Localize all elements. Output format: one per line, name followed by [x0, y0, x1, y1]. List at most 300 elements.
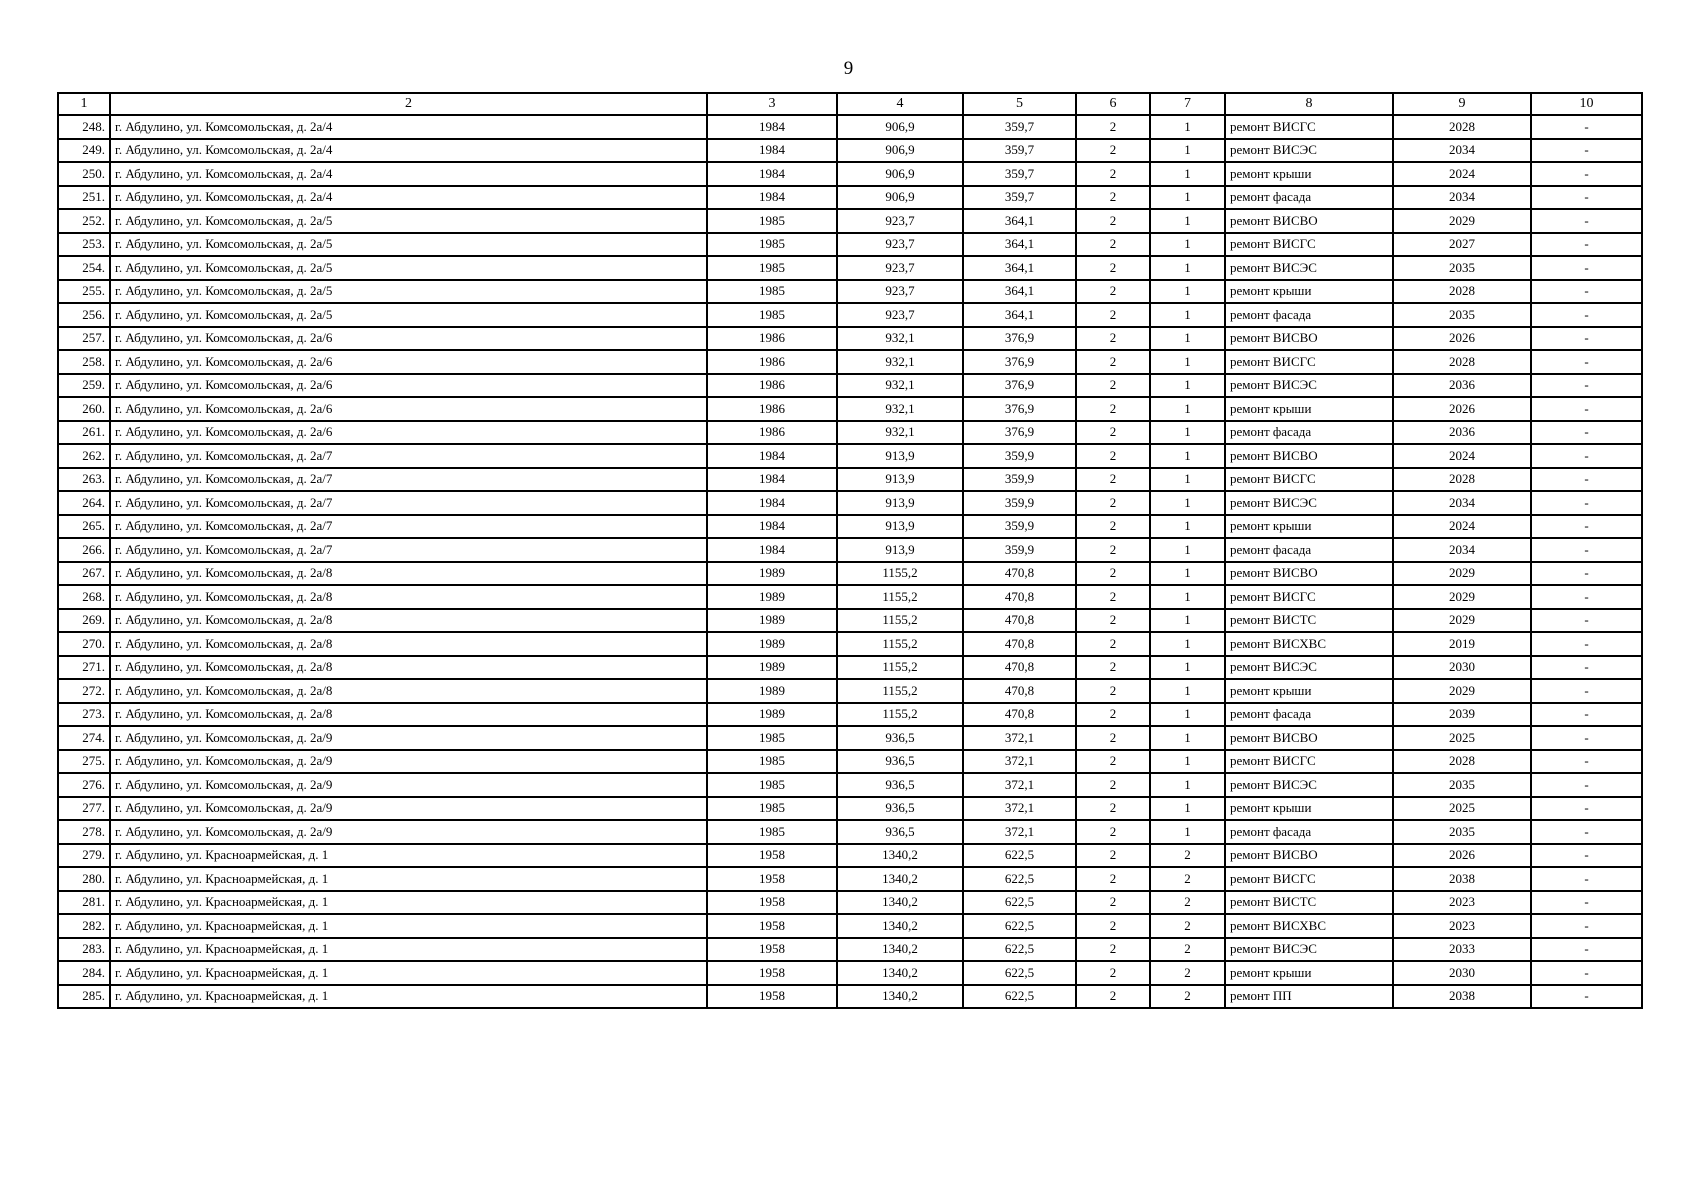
cell-work-type: ремонт крыши	[1225, 280, 1393, 304]
cell-note: -	[1531, 609, 1642, 633]
cell-entrances: 1	[1150, 773, 1225, 797]
cell-work-type: ремонт ВИСВО	[1225, 726, 1393, 750]
cell-living-area: 622,5	[963, 938, 1076, 962]
cell-note: -	[1531, 468, 1642, 492]
cell-work-type: ремонт ВИСХВС	[1225, 632, 1393, 656]
cell-living-area: 359,9	[963, 491, 1076, 515]
column-header-8: 8	[1225, 93, 1393, 115]
cell-note: -	[1531, 515, 1642, 539]
cell-living-area: 470,8	[963, 703, 1076, 727]
cell-floors: 2	[1076, 609, 1150, 633]
cell-work-type: ремонт крыши	[1225, 679, 1393, 703]
cell-floors: 2	[1076, 985, 1150, 1009]
column-header-2: 2	[110, 93, 707, 115]
cell-floors: 2	[1076, 139, 1150, 163]
table-row	[58, 938, 1642, 962]
cell-entrances: 1	[1150, 162, 1225, 186]
cell-total-area: 1340,2	[837, 961, 963, 985]
cell-work-type: ремонт ВИСТС	[1225, 609, 1393, 633]
cell-build-year: 1984	[707, 444, 837, 468]
cell-floors: 2	[1076, 538, 1150, 562]
cell-total-area: 932,1	[837, 397, 963, 421]
cell-total-area: 1340,2	[837, 985, 963, 1009]
cell-entrances: 1	[1150, 491, 1225, 515]
table-row	[58, 750, 1642, 774]
cell-build-year: 1986	[707, 350, 837, 374]
cell-row-number: 260.	[58, 397, 110, 421]
cell-build-year: 1984	[707, 538, 837, 562]
table-row	[58, 985, 1642, 1009]
cell-row-number: 277.	[58, 797, 110, 821]
cell-address: г. Абдулино, ул. Красноармейская, д. 1	[110, 891, 707, 915]
cell-planned-year: 2038	[1393, 985, 1531, 1009]
cell-total-area: 923,7	[837, 233, 963, 257]
table-row	[58, 820, 1642, 844]
cell-living-area: 622,5	[963, 914, 1076, 938]
cell-total-area: 913,9	[837, 491, 963, 515]
cell-floors: 2	[1076, 797, 1150, 821]
table-row	[58, 844, 1642, 868]
cell-floors: 2	[1076, 374, 1150, 398]
cell-living-area: 470,8	[963, 632, 1076, 656]
cell-total-area: 1340,2	[837, 938, 963, 962]
table-row	[58, 562, 1642, 586]
cell-total-area: 906,9	[837, 139, 963, 163]
cell-build-year: 1958	[707, 938, 837, 962]
cell-note: -	[1531, 703, 1642, 727]
cell-planned-year: 2035	[1393, 303, 1531, 327]
cell-entrances: 1	[1150, 585, 1225, 609]
cell-note: -	[1531, 303, 1642, 327]
cell-living-area: 470,8	[963, 656, 1076, 680]
cell-planned-year: 2030	[1393, 961, 1531, 985]
cell-note: -	[1531, 256, 1642, 280]
cell-note: -	[1531, 726, 1642, 750]
cell-floors: 2	[1076, 867, 1150, 891]
cell-work-type: ремонт крыши	[1225, 162, 1393, 186]
table-row	[58, 773, 1642, 797]
cell-planned-year: 2036	[1393, 374, 1531, 398]
cell-build-year: 1984	[707, 468, 837, 492]
cell-living-area: 359,9	[963, 468, 1076, 492]
cell-build-year: 1989	[707, 632, 837, 656]
cell-living-area: 364,1	[963, 209, 1076, 233]
cell-address: г. Абдулино, ул. Комсомольская, д. 2а/6	[110, 397, 707, 421]
cell-planned-year: 2026	[1393, 844, 1531, 868]
cell-entrances: 2	[1150, 844, 1225, 868]
cell-work-type: ремонт ВИСВО	[1225, 327, 1393, 351]
cell-living-area: 622,5	[963, 961, 1076, 985]
cell-build-year: 1985	[707, 303, 837, 327]
cell-floors: 2	[1076, 350, 1150, 374]
cell-entrances: 2	[1150, 938, 1225, 962]
table-row	[58, 209, 1642, 233]
cell-work-type: ремонт фасада	[1225, 820, 1393, 844]
cell-build-year: 1984	[707, 115, 837, 139]
table-row	[58, 726, 1642, 750]
cell-total-area: 913,9	[837, 538, 963, 562]
table-row	[58, 139, 1642, 163]
cell-floors: 2	[1076, 750, 1150, 774]
cell-planned-year: 2034	[1393, 538, 1531, 562]
cell-build-year: 1989	[707, 562, 837, 586]
cell-address: г. Абдулино, ул. Комсомольская, д. 2а/6	[110, 327, 707, 351]
cell-planned-year: 2029	[1393, 562, 1531, 586]
cell-row-number: 258.	[58, 350, 110, 374]
table-row	[58, 397, 1642, 421]
cell-address: г. Абдулино, ул. Комсомольская, д. 2а/7	[110, 515, 707, 539]
cell-floors: 2	[1076, 820, 1150, 844]
table-row	[58, 867, 1642, 891]
table-row	[58, 115, 1642, 139]
cell-work-type: ремонт ВИСЭС	[1225, 139, 1393, 163]
table-row	[58, 538, 1642, 562]
cell-address: г. Абдулино, ул. Комсомольская, д. 2а/8	[110, 562, 707, 586]
cell-address: г. Абдулино, ул. Комсомольская, д. 2а/6	[110, 421, 707, 445]
cell-work-type: ремонт крыши	[1225, 797, 1393, 821]
cell-work-type: ремонт ВИСГС	[1225, 468, 1393, 492]
cell-address: г. Абдулино, ул. Красноармейская, д. 1	[110, 867, 707, 891]
cell-entrances: 1	[1150, 397, 1225, 421]
cell-build-year: 1986	[707, 374, 837, 398]
cell-note: -	[1531, 162, 1642, 186]
cell-total-area: 913,9	[837, 468, 963, 492]
cell-row-number: 272.	[58, 679, 110, 703]
table-row	[58, 585, 1642, 609]
cell-planned-year: 2028	[1393, 750, 1531, 774]
cell-row-number: 251.	[58, 186, 110, 210]
cell-floors: 2	[1076, 327, 1150, 351]
cell-address: г. Абдулино, ул. Комсомольская, д. 2а/8	[110, 656, 707, 680]
cell-row-number: 269.	[58, 609, 110, 633]
cell-floors: 2	[1076, 656, 1150, 680]
cell-work-type: ремонт ВИСЭС	[1225, 656, 1393, 680]
cell-total-area: 923,7	[837, 256, 963, 280]
cell-total-area: 923,7	[837, 209, 963, 233]
cell-planned-year: 2028	[1393, 350, 1531, 374]
cell-row-number: 278.	[58, 820, 110, 844]
cell-row-number: 281.	[58, 891, 110, 915]
column-header-6: 6	[1076, 93, 1150, 115]
cell-planned-year: 2038	[1393, 867, 1531, 891]
table-row	[58, 891, 1642, 915]
cell-total-area: 936,5	[837, 797, 963, 821]
cell-note: -	[1531, 656, 1642, 680]
cell-note: -	[1531, 914, 1642, 938]
cell-total-area: 1155,2	[837, 562, 963, 586]
cell-entrances: 1	[1150, 209, 1225, 233]
cell-planned-year: 2028	[1393, 115, 1531, 139]
cell-address: г. Абдулино, ул. Комсомольская, д. 2а/7	[110, 468, 707, 492]
cell-planned-year: 2034	[1393, 491, 1531, 515]
cell-row-number: 276.	[58, 773, 110, 797]
cell-address: г. Абдулино, ул. Комсомольская, д. 2а/4	[110, 186, 707, 210]
cell-living-area: 359,7	[963, 139, 1076, 163]
cell-note: -	[1531, 938, 1642, 962]
cell-work-type: ремонт ВИСЭС	[1225, 374, 1393, 398]
cell-total-area: 906,9	[837, 115, 963, 139]
cell-living-area: 359,9	[963, 444, 1076, 468]
cell-planned-year: 2029	[1393, 209, 1531, 233]
cell-living-area: 376,9	[963, 421, 1076, 445]
cell-row-number: 257.	[58, 327, 110, 351]
cell-row-number: 285.	[58, 985, 110, 1009]
cell-work-type: ремонт ВИСГС	[1225, 350, 1393, 374]
cell-entrances: 1	[1150, 656, 1225, 680]
cell-build-year: 1958	[707, 985, 837, 1009]
cell-work-type: ремонт ВИСГС	[1225, 867, 1393, 891]
table-row	[58, 961, 1642, 985]
cell-floors: 2	[1076, 421, 1150, 445]
cell-floors: 2	[1076, 891, 1150, 915]
cell-note: -	[1531, 867, 1642, 891]
cell-address: г. Абдулино, ул. Комсомольская, д. 2а/9	[110, 773, 707, 797]
cell-work-type: ремонт ВИСЭС	[1225, 256, 1393, 280]
cell-planned-year: 2024	[1393, 162, 1531, 186]
cell-floors: 2	[1076, 679, 1150, 703]
cell-work-type: ремонт фасада	[1225, 421, 1393, 445]
cell-build-year: 1985	[707, 280, 837, 304]
table-row	[58, 914, 1642, 938]
cell-entrances: 1	[1150, 632, 1225, 656]
cell-note: -	[1531, 797, 1642, 821]
cell-row-number: 267.	[58, 562, 110, 586]
cell-entrances: 1	[1150, 703, 1225, 727]
cell-address: г. Абдулино, ул. Комсомольская, д. 2а/5	[110, 209, 707, 233]
cell-entrances: 1	[1150, 233, 1225, 257]
table-row	[58, 162, 1642, 186]
cell-note: -	[1531, 844, 1642, 868]
cell-build-year: 1984	[707, 186, 837, 210]
cell-entrances: 1	[1150, 797, 1225, 821]
table-row	[58, 327, 1642, 351]
cell-address: г. Абдулино, ул. Комсомольская, д. 2а/6	[110, 350, 707, 374]
cell-entrances: 1	[1150, 468, 1225, 492]
cell-floors: 2	[1076, 961, 1150, 985]
cell-build-year: 1989	[707, 609, 837, 633]
cell-row-number: 273.	[58, 703, 110, 727]
cell-entrances: 1	[1150, 562, 1225, 586]
cell-work-type: ремонт крыши	[1225, 397, 1393, 421]
cell-planned-year: 2034	[1393, 186, 1531, 210]
cell-entrances: 1	[1150, 139, 1225, 163]
cell-floors: 2	[1076, 703, 1150, 727]
table-row	[58, 468, 1642, 492]
page-number: 9	[843, 58, 854, 79]
cell-build-year: 1958	[707, 844, 837, 868]
cell-living-area: 364,1	[963, 256, 1076, 280]
cell-total-area: 1155,2	[837, 632, 963, 656]
cell-total-area: 1155,2	[837, 703, 963, 727]
repair-schedule-table	[57, 92, 1643, 1009]
cell-entrances: 1	[1150, 421, 1225, 445]
cell-work-type: ремонт ВИСХВС	[1225, 914, 1393, 938]
table-row	[58, 256, 1642, 280]
cell-planned-year: 2035	[1393, 256, 1531, 280]
cell-planned-year: 2025	[1393, 797, 1531, 821]
cell-entrances: 1	[1150, 280, 1225, 304]
cell-note: -	[1531, 820, 1642, 844]
cell-total-area: 932,1	[837, 374, 963, 398]
cell-address: г. Абдулино, ул. Комсомольская, д. 2а/8	[110, 609, 707, 633]
cell-work-type: ремонт фасада	[1225, 303, 1393, 327]
cell-floors: 2	[1076, 491, 1150, 515]
cell-address: г. Абдулино, ул. Красноармейская, д. 1	[110, 914, 707, 938]
cell-address: г. Абдулино, ул. Красноармейская, д. 1	[110, 844, 707, 868]
cell-total-area: 932,1	[837, 350, 963, 374]
cell-living-area: 364,1	[963, 303, 1076, 327]
cell-living-area: 372,1	[963, 773, 1076, 797]
cell-address: г. Абдулино, ул. Комсомольская, д. 2а/4	[110, 162, 707, 186]
cell-build-year: 1985	[707, 256, 837, 280]
cell-total-area: 936,5	[837, 773, 963, 797]
cell-build-year: 1985	[707, 820, 837, 844]
cell-note: -	[1531, 280, 1642, 304]
cell-floors: 2	[1076, 280, 1150, 304]
cell-note: -	[1531, 327, 1642, 351]
cell-build-year: 1958	[707, 867, 837, 891]
cell-address: г. Абдулино, ул. Комсомольская, д. 2а/6	[110, 374, 707, 398]
cell-row-number: 259.	[58, 374, 110, 398]
cell-note: -	[1531, 961, 1642, 985]
table-row	[58, 609, 1642, 633]
cell-total-area: 1340,2	[837, 844, 963, 868]
cell-living-area: 470,8	[963, 562, 1076, 586]
column-header-5: 5	[963, 93, 1076, 115]
cell-entrances: 2	[1150, 891, 1225, 915]
cell-build-year: 1985	[707, 750, 837, 774]
cell-work-type: ремонт ВИСГС	[1225, 115, 1393, 139]
table-body	[58, 115, 1642, 1008]
cell-row-number: 282.	[58, 914, 110, 938]
cell-build-year: 1989	[707, 679, 837, 703]
cell-address: г. Абдулино, ул. Комсомольская, д. 2а/9	[110, 750, 707, 774]
column-header-4: 4	[837, 93, 963, 115]
cell-note: -	[1531, 139, 1642, 163]
cell-planned-year: 2026	[1393, 327, 1531, 351]
cell-note: -	[1531, 750, 1642, 774]
table-row	[58, 703, 1642, 727]
cell-work-type: ремонт ВИСГС	[1225, 750, 1393, 774]
cell-total-area: 1340,2	[837, 891, 963, 915]
cell-floors: 2	[1076, 468, 1150, 492]
cell-total-area: 906,9	[837, 186, 963, 210]
cell-row-number: 248.	[58, 115, 110, 139]
cell-row-number: 284.	[58, 961, 110, 985]
cell-living-area: 359,7	[963, 186, 1076, 210]
cell-total-area: 1155,2	[837, 585, 963, 609]
cell-build-year: 1989	[707, 703, 837, 727]
cell-total-area: 936,5	[837, 750, 963, 774]
cell-entrances: 2	[1150, 985, 1225, 1009]
cell-row-number: 271.	[58, 656, 110, 680]
cell-row-number: 270.	[58, 632, 110, 656]
cell-entrances: 1	[1150, 374, 1225, 398]
cell-note: -	[1531, 374, 1642, 398]
cell-entrances: 1	[1150, 327, 1225, 351]
cell-total-area: 932,1	[837, 327, 963, 351]
cell-planned-year: 2036	[1393, 421, 1531, 445]
cell-build-year: 1984	[707, 139, 837, 163]
cell-note: -	[1531, 773, 1642, 797]
table-row	[58, 303, 1642, 327]
cell-note: -	[1531, 186, 1642, 210]
cell-row-number: 263.	[58, 468, 110, 492]
cell-row-number: 249.	[58, 139, 110, 163]
cell-address: г. Абдулино, ул. Комсомольская, д. 2а/5	[110, 233, 707, 257]
cell-planned-year: 2029	[1393, 679, 1531, 703]
cell-living-area: 372,1	[963, 750, 1076, 774]
cell-floors: 2	[1076, 256, 1150, 280]
cell-planned-year: 2034	[1393, 139, 1531, 163]
table-row	[58, 421, 1642, 445]
cell-work-type: ремонт ВИСГС	[1225, 233, 1393, 257]
cell-address: г. Абдулино, ул. Комсомольская, д. 2а/4	[110, 115, 707, 139]
cell-living-area: 376,9	[963, 397, 1076, 421]
cell-planned-year: 2029	[1393, 609, 1531, 633]
cell-total-area: 1155,2	[837, 609, 963, 633]
cell-address: г. Абдулино, ул. Комсомольская, д. 2а/8	[110, 703, 707, 727]
cell-entrances: 1	[1150, 444, 1225, 468]
cell-work-type: ремонт фасада	[1225, 703, 1393, 727]
table-row	[58, 632, 1642, 656]
cell-work-type: ремонт ПП	[1225, 985, 1393, 1009]
cell-floors: 2	[1076, 515, 1150, 539]
cell-living-area: 364,1	[963, 233, 1076, 257]
cell-floors: 2	[1076, 726, 1150, 750]
cell-entrances: 2	[1150, 961, 1225, 985]
cell-entrances: 1	[1150, 679, 1225, 703]
cell-floors: 2	[1076, 914, 1150, 938]
cell-address: г. Абдулино, ул. Комсомольская, д. 2а/7	[110, 538, 707, 562]
cell-work-type: ремонт фасада	[1225, 186, 1393, 210]
cell-planned-year: 2039	[1393, 703, 1531, 727]
cell-build-year: 1985	[707, 797, 837, 821]
cell-planned-year: 2029	[1393, 585, 1531, 609]
cell-floors: 2	[1076, 115, 1150, 139]
column-header-10: 10	[1531, 93, 1642, 115]
column-header-1: 1	[58, 93, 110, 115]
cell-entrances: 1	[1150, 303, 1225, 327]
cell-planned-year: 2028	[1393, 280, 1531, 304]
cell-work-type: ремонт ВИСЭС	[1225, 491, 1393, 515]
cell-entrances: 1	[1150, 186, 1225, 210]
cell-work-type: ремонт крыши	[1225, 961, 1393, 985]
cell-row-number: 254.	[58, 256, 110, 280]
cell-build-year: 1984	[707, 491, 837, 515]
cell-note: -	[1531, 679, 1642, 703]
cell-row-number: 250.	[58, 162, 110, 186]
cell-floors: 2	[1076, 844, 1150, 868]
cell-address: г. Абдулино, ул. Комсомольская, д. 2а/5	[110, 280, 707, 304]
cell-work-type: ремонт ВИСВО	[1225, 562, 1393, 586]
cell-build-year: 1986	[707, 421, 837, 445]
cell-living-area: 376,9	[963, 350, 1076, 374]
cell-address: г. Абдулино, ул. Комсомольская, д. 2а/8	[110, 585, 707, 609]
cell-total-area: 913,9	[837, 444, 963, 468]
cell-row-number: 274.	[58, 726, 110, 750]
cell-row-number: 280.	[58, 867, 110, 891]
cell-build-year: 1986	[707, 327, 837, 351]
cell-row-number: 275.	[58, 750, 110, 774]
cell-living-area: 372,1	[963, 797, 1076, 821]
cell-entrances: 1	[1150, 256, 1225, 280]
cell-address: г. Абдулино, ул. Комсомольская, д. 2а/8	[110, 632, 707, 656]
cell-total-area: 1155,2	[837, 656, 963, 680]
cell-note: -	[1531, 444, 1642, 468]
table-row	[58, 679, 1642, 703]
cell-work-type: ремонт ВИСВО	[1225, 444, 1393, 468]
